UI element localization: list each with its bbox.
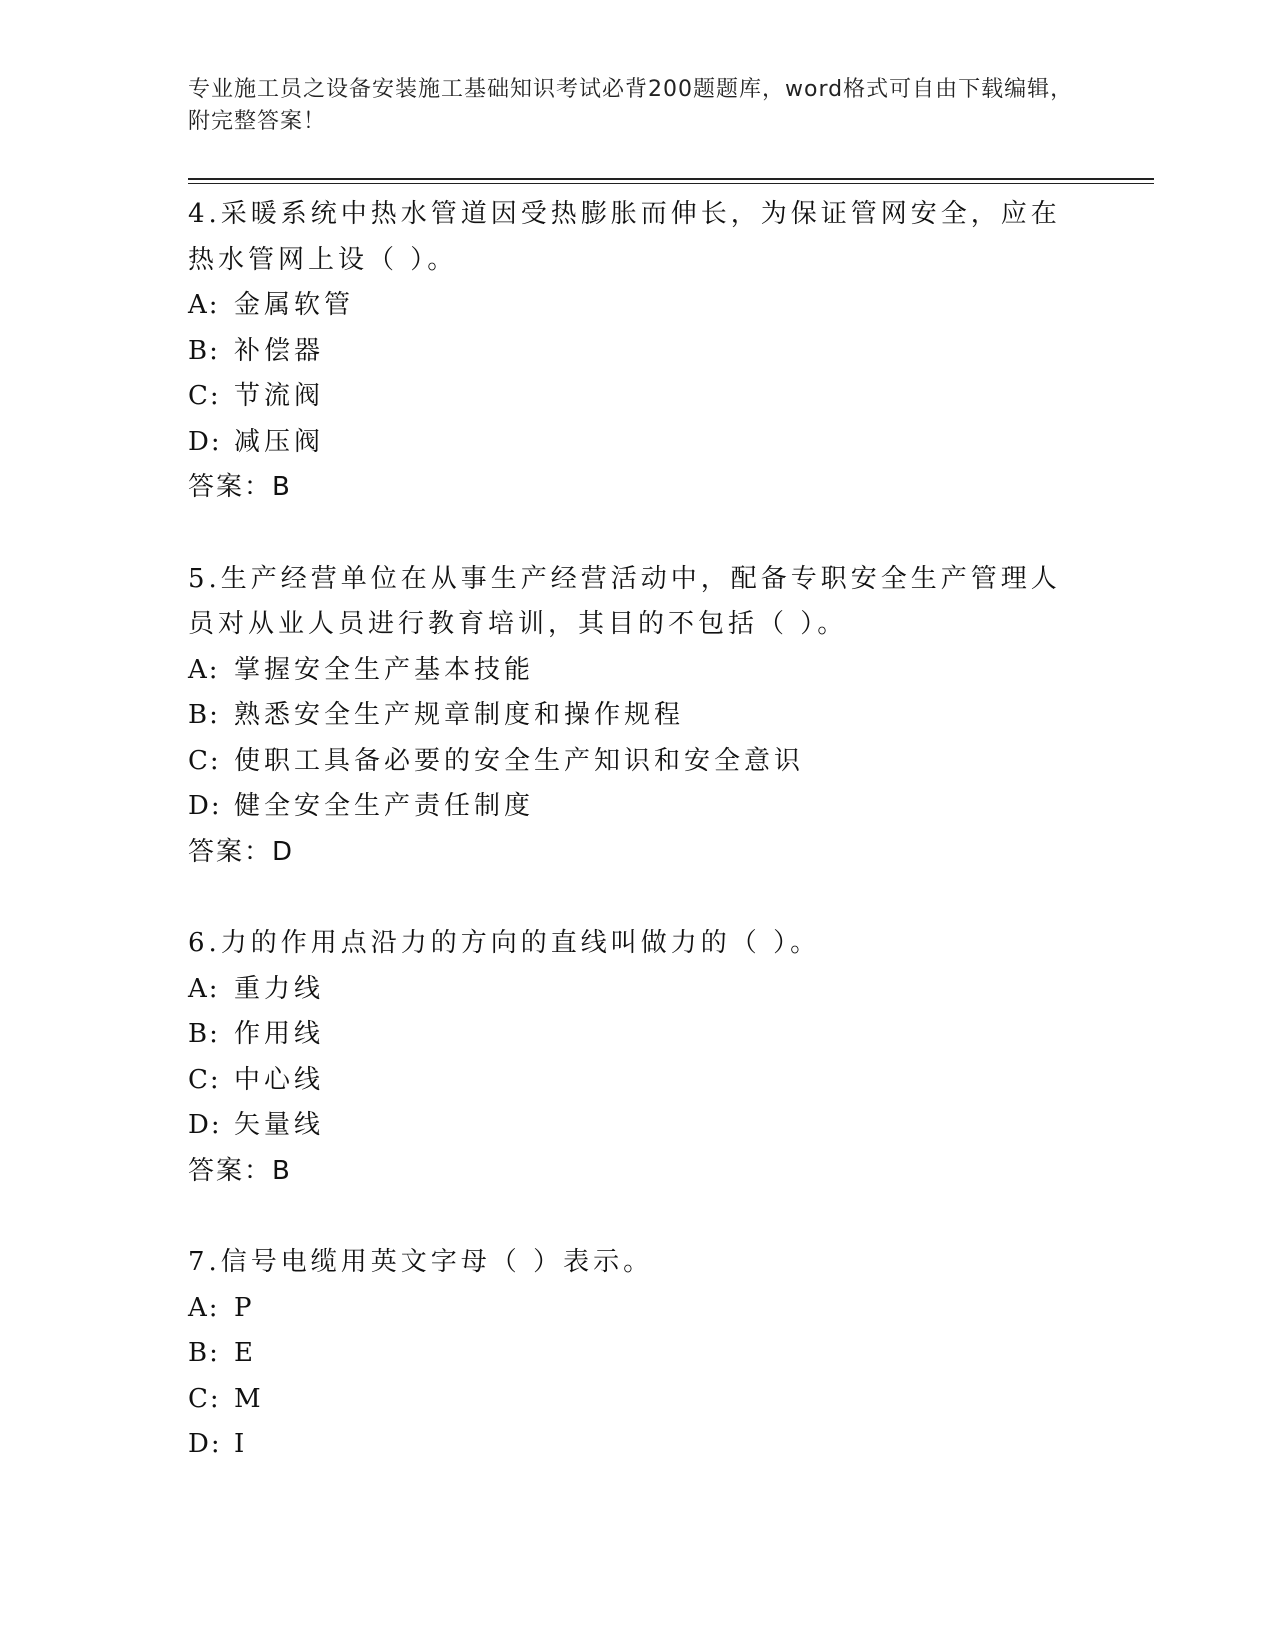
option-letter: B: [188, 335, 220, 366]
option-text: M [234, 1383, 265, 1414]
option-letter: A: [188, 290, 220, 320]
option-a [188, 967, 1088, 1013]
option-text: 节流阀 [234, 381, 325, 411]
option-a [188, 283, 1088, 329]
answer-line: 答案：D [188, 836, 295, 867]
option-b [188, 329, 1088, 375]
option-text: 使职工具备必要的安全生产知识和安全意识 [234, 745, 805, 776]
option-d [188, 1422, 1088, 1468]
question-stem: 6.力的作用点沿力的方向的直线叫做力的（ ）。 [188, 928, 821, 958]
option-text: I [234, 1429, 249, 1459]
option-letter: D: [188, 1110, 222, 1140]
option-text: 健全安全生产责任制度 [234, 791, 535, 821]
option-text: 掌握安全生产基本技能 [234, 654, 535, 685]
question-item [188, 1240, 1088, 1468]
option-d [188, 420, 1088, 466]
option-letter: C: [188, 381, 221, 411]
page-header: 专业施工员之设备安装施工基础知识考试必背200题题库，word格式可自由下载编辑，附完整答案！ [188, 77, 1074, 134]
option-letter: D: [188, 791, 222, 821]
question-item [188, 557, 1088, 876]
option-text: 中心线 [234, 1064, 325, 1095]
option-letter: C: [188, 1064, 221, 1095]
option-letter: D: [188, 426, 222, 457]
header-divider [188, 178, 1154, 184]
question-stem: 4.采暖系统中热水管道因受热膨胀而伸长，为保证管网安全，应在热水管网上设（ ）。 [188, 199, 1061, 275]
question-stem: 5.生产经营单位在从事生产经营活动中，配备专职安全生产管理人员对从业人员进行教育培训，其目的不包括（ ）。 [188, 563, 1061, 639]
option-a [188, 648, 1088, 694]
option-letter: A: [188, 973, 220, 1004]
option-text: 补偿器 [234, 335, 325, 366]
option-b [188, 1331, 1088, 1377]
option-b [188, 1012, 1088, 1058]
question-list [188, 192, 1088, 1514]
question-stem: 7.信号电缆用英文字母（ ）表示。 [188, 1247, 654, 1277]
option-a [188, 1286, 1088, 1332]
answer-line: 答案：B [188, 1155, 292, 1186]
option-text: 作用线 [234, 1019, 325, 1049]
option-text: E [234, 1338, 257, 1368]
option-c [188, 1377, 1088, 1423]
option-b [188, 693, 1088, 739]
option-letter: C: [188, 1383, 221, 1414]
option-letter: D: [188, 1429, 222, 1459]
option-text: 熟悉安全生产规章制度和操作规程 [234, 700, 685, 730]
option-letter: A: [188, 1292, 220, 1323]
option-d [188, 1103, 1088, 1149]
option-letter: C: [188, 745, 221, 776]
option-text: 矢量线 [234, 1110, 325, 1140]
option-c [188, 739, 1088, 785]
option-letter: A: [188, 654, 220, 685]
option-text: 减压阀 [234, 426, 325, 457]
answer-line: 答案：B [188, 472, 292, 502]
question-item [188, 192, 1088, 511]
option-c [188, 1058, 1088, 1104]
question-item [188, 921, 1088, 1194]
option-text: 重力线 [234, 973, 325, 1004]
option-letter: B: [188, 1019, 220, 1049]
option-letter: B: [188, 700, 220, 730]
option-text: P [234, 1292, 256, 1323]
option-text: 金属软管 [234, 290, 355, 320]
option-c [188, 374, 1088, 420]
option-letter: B: [188, 1338, 220, 1368]
option-d [188, 784, 1088, 830]
